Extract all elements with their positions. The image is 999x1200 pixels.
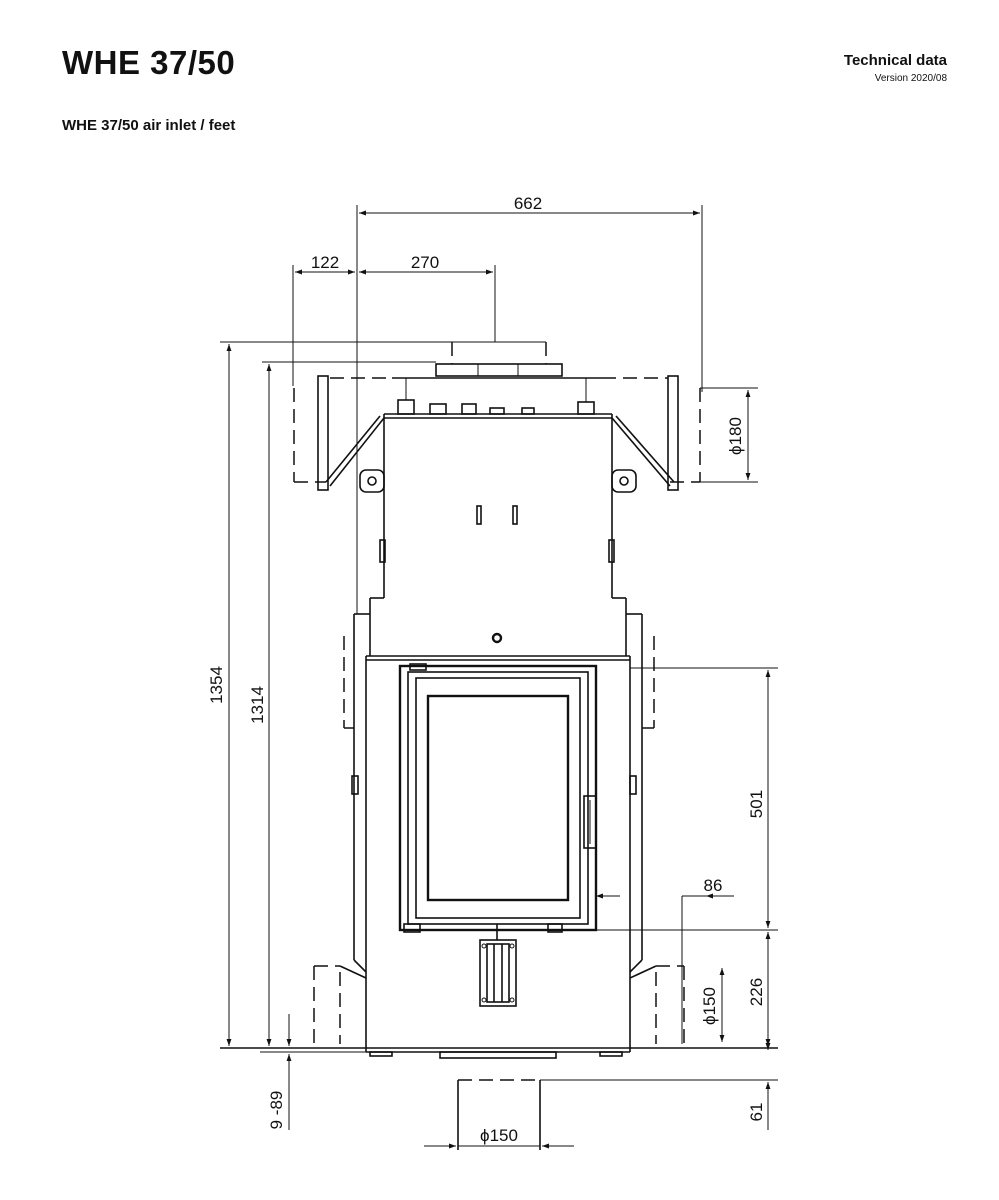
air-damper [480, 940, 516, 1006]
extension-lines [260, 205, 778, 1080]
dim-feet-adjust: 9 -89 [267, 1090, 286, 1130]
doc-version-label: Version 2020/08 [874, 73, 947, 84]
dim-left-offset: 122 [310, 253, 340, 272]
dim-bottom-duct-diameter: ϕ150 [480, 1126, 518, 1145]
dim-window-height: 501 [747, 789, 766, 819]
dim-front-duct-diameter: ϕ150 [700, 987, 719, 1025]
dim-overall-width: 662 [513, 194, 543, 213]
doc-type-label: Technical data [843, 52, 947, 69]
door-window [400, 664, 596, 940]
dim-body-height: 1314 [248, 686, 267, 724]
air-inlet-outlines [294, 342, 700, 1150]
dim-total-height: 1354 [207, 666, 226, 704]
dim-inlet-offset: 270 [410, 253, 440, 272]
dim-bottom-inlet-offset: 61 [747, 1102, 766, 1122]
drawing-subtitle: WHE 37/50 air inlet / feet [62, 117, 236, 134]
page-title: WHE 37/50 [62, 44, 236, 81]
dim-inset: 86 [703, 876, 723, 895]
stove-feet [220, 1048, 778, 1058]
dim-base-to-window: 226 [747, 977, 766, 1007]
dim-side-duct-diameter: ϕ180 [726, 417, 745, 455]
